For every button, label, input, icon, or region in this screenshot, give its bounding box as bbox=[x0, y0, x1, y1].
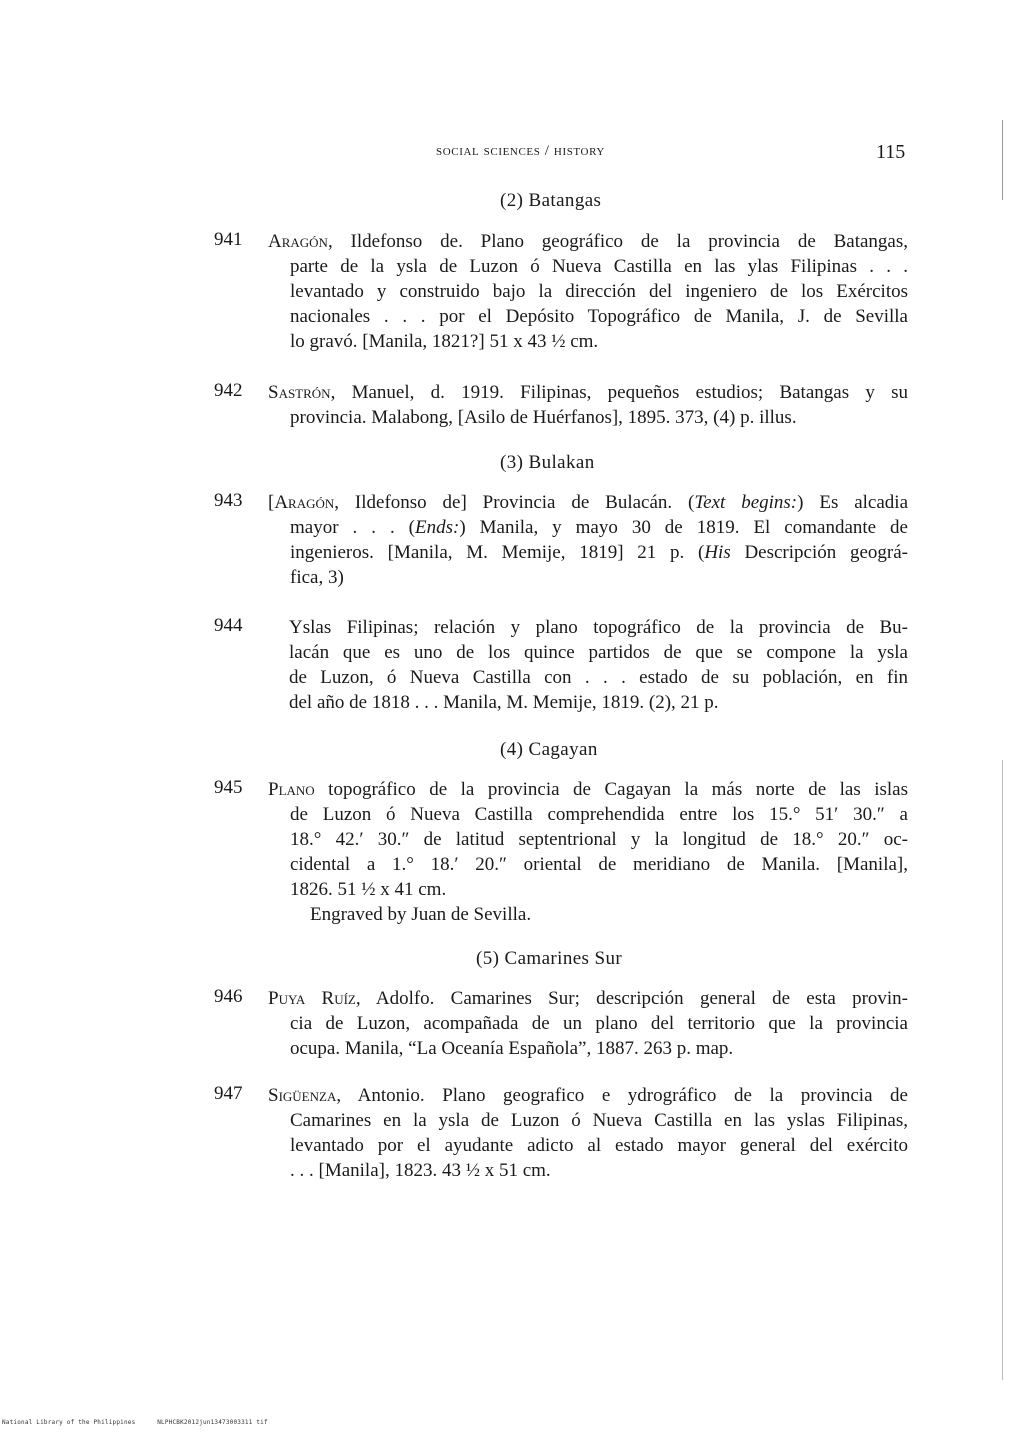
entry-text bbox=[268, 229, 908, 354]
author-name: Sigüenza bbox=[268, 1085, 337, 1106]
entry-number: 945 bbox=[214, 777, 243, 798]
scan-edge-mark bbox=[1002, 760, 1003, 1380]
entry-line: . . . [Manila], 1823. 43 ½ x 51 cm. bbox=[290, 1160, 551, 1181]
entry-line: [Aragón, Ildefonso de] Provincia de Bulacán. (Text begins:) Es alcadia bbox=[268, 492, 908, 513]
entry-line: mayor . . . (Ends:) Manila, y mayo 30 de 1819. El comandante de bbox=[290, 517, 908, 538]
entry-line: 18.° 42.′ 30.″ de latitud septentrional y la longitud de 18.° 20.″ oc- bbox=[290, 829, 908, 850]
entry-note: Engraved by Juan de Sevilla. bbox=[310, 904, 532, 925]
entry-number: 946 bbox=[214, 986, 243, 1007]
entry-line: Plano topográfico de la provincia de Cagayan la más norte de las islas bbox=[268, 779, 908, 800]
entry-number: 943 bbox=[214, 490, 243, 511]
entry-line: Yslas Filipinas; relación y plano topográfico de la provincia de Bu- bbox=[289, 617, 908, 638]
entry-number: 947 bbox=[214, 1083, 243, 1104]
author-name: Puya Ruíz bbox=[268, 988, 356, 1009]
footer-library: National Library of the Philippines bbox=[2, 1419, 136, 1426]
entry-line: nacionales . . . por el Depósito Topográfico de Manila, J. de Sevilla bbox=[290, 306, 908, 327]
entry-text bbox=[268, 777, 908, 927]
entry-line: cia de Luzon, acompañada de un plano del territorio que la provincia bbox=[290, 1013, 908, 1034]
entry-line: lacán que es uno de los quince partidos de que se compone la ysla bbox=[289, 642, 908, 663]
entry-text bbox=[268, 490, 908, 590]
entry-line: de Luzon, ó Nueva Castilla con . . . estado de su población, en fin bbox=[289, 667, 908, 688]
entry-number: 942 bbox=[214, 380, 243, 401]
entry-line: cidental a 1.° 18.′ 20.″ oriental de meridiano de Manila. [Manila], bbox=[290, 854, 908, 875]
entry-line: ingenieros. [Manila, M. Memije, 1819] 21 p. (His Descripción geográ- bbox=[290, 542, 909, 563]
page-number: 115 bbox=[876, 141, 906, 163]
entry-line: de Luzon ó Nueva Castilla comprehendida entre los 15.° 51′ 30.″ a bbox=[290, 804, 908, 825]
entry-line: parte de la ysla de Luzon ó Nueva Castilla en las ylas Filipinas . . . bbox=[290, 256, 908, 277]
author-name: Aragón bbox=[274, 492, 335, 513]
italic-note: His bbox=[704, 542, 731, 563]
entry-number: 944 bbox=[214, 615, 243, 636]
author-name: Plano bbox=[268, 779, 315, 800]
entry-line: levantado por el ayudante adicto al estado mayor general del exército bbox=[290, 1135, 908, 1156]
entry-text bbox=[289, 615, 908, 715]
author-name: Aragón bbox=[268, 231, 328, 252]
entry-line: Camarines en la ysla de Luzon ó Nueva Castilla en las yslas Filipinas, bbox=[290, 1110, 908, 1131]
entry-line: fica, 3) bbox=[290, 567, 344, 588]
italic-note: Ends: bbox=[415, 517, 460, 538]
entry-text bbox=[268, 1083, 908, 1183]
author-name: Sastrón bbox=[268, 382, 331, 403]
entry-text bbox=[268, 380, 908, 430]
italic-note: Text begins: bbox=[694, 492, 798, 513]
running-head: social sciences / history bbox=[436, 143, 605, 159]
entry-line: del año de 1818 . . . Manila, M. Memije, 1819. (2), 21 p. bbox=[289, 692, 719, 713]
scan-footer bbox=[2, 1419, 286, 1426]
entry-line: lo gravó. [Manila, 1821?] 51 x 43 ½ cm. bbox=[290, 331, 599, 352]
entry-line: Puya Ruíz, Adolfo. Camarines Sur; descripción general de esta provin- bbox=[268, 988, 909, 1009]
entry-line: Aragón, Ildefonso de. Plano geográfico de la provincia de Batangas, bbox=[268, 231, 908, 252]
entry-line: provincia. Malabong, [Asilo de Huérfanos], 1895. 373, (4) p. illus. bbox=[290, 407, 797, 428]
scan-edge-mark bbox=[1002, 120, 1003, 200]
entry-line: levantado y construido bajo la dirección del ingeniero de los Exércitos bbox=[290, 281, 908, 302]
entry-line: ocupa. Manila, “La Oceanía Española”, 1887. 263 p. map. bbox=[290, 1038, 734, 1059]
entry-number: 941 bbox=[214, 229, 243, 250]
footer-file-id: NLPHCBK2012jun13473003311 tif bbox=[157, 1419, 268, 1426]
entry-line: Sigüenza, Antonio. Plano geografico e ydrográfico de la provincia de bbox=[268, 1085, 908, 1106]
entry-text bbox=[268, 986, 908, 1061]
entry-line: 1826. 51 ½ x 41 cm. bbox=[290, 879, 447, 900]
entry-line: Sastrón, Manuel, d. 1919. Filipinas, pequeños estudios; Batangas y su bbox=[268, 382, 908, 403]
document-page: social sciences / history 115 (2) Batangas 941 Aragón, Ildefonso de. Plano geográfico de la provincia de Batangas, parte de la ysla de Luzon ó Nueva Castilla en las ylas Filipinas . . . levantado y construido bajo la dirección del ingeniero de los Exércitos nacionales . . . por el Depósito Topográfico de Manila, J. de Sevilla lo gravó. [Manila, 1821?] 51 x 43 ½ cm. 942 Sastrón, Manuel, d. 1919. Filipinas, pequeños estudios; Batangas y su provincia. Malabong, [Asilo de Huérfanos], 1895. 373, (4) p. illus. (3) Bulakan 943 [Aragón, Ildefonso de] Provincia de Bulacán. (Text begins:) Es alcadia mayor . . . (Ends:) Manila, y mayo 30 de 1819. El comandante de ingenieros. [Manila, M. Memije, 1819] 21 p. (His Descripción geográ- fica, 3) 944 Yslas Filipinas; relación y plano topográfico de la provincia de Bu- lacán que es uno de los quince partidos de que se compone la ysla de Luzon, ó Nueva Castilla con . . . estado de su población, en fin del año de 1818 . . . Manila, M. Memije, 1819. (2), 21 p. (4) Cagayan 945 Plano topográfico de la provincia de Cagayan la más norte de las islas de Luzon ó Nueva Castilla comprehendida entre los 15.° 51′ 30.″ a 18.° 42.′ 30.″ de latitud septentrional y la longitud de 18.° 20.″ oc- cidental a 1.° 18.′ 20.″ oriental de meridiano de Manila. [Manila], 1826. 51 ½ x 41 cm. Engraved by Juan de Sevilla. (5) Camarines Sur 946 Puya Ruíz, Adolfo. Camarines Sur; descripción general de esta provin- cia de Luzon, acompañada de un plano del territorio que la provincia ocupa. Manila, “La Oceanía Española”, 1887. 263 p. map. 947 Sigüenza, Antonio. Plano geografico e ydrográfico de la provincia de Camarines en la ysla de Luzon ó Nueva Castilla en las yslas Filipinas, levantado por el ayudante adicto al estado mayor general del exército . . . [Manila], 1823. 43 ½ x 51 cm. National Library of the Philippines NLPHCBK2012jun13473003311 tif bbox=[0, 0, 1011, 1433]
